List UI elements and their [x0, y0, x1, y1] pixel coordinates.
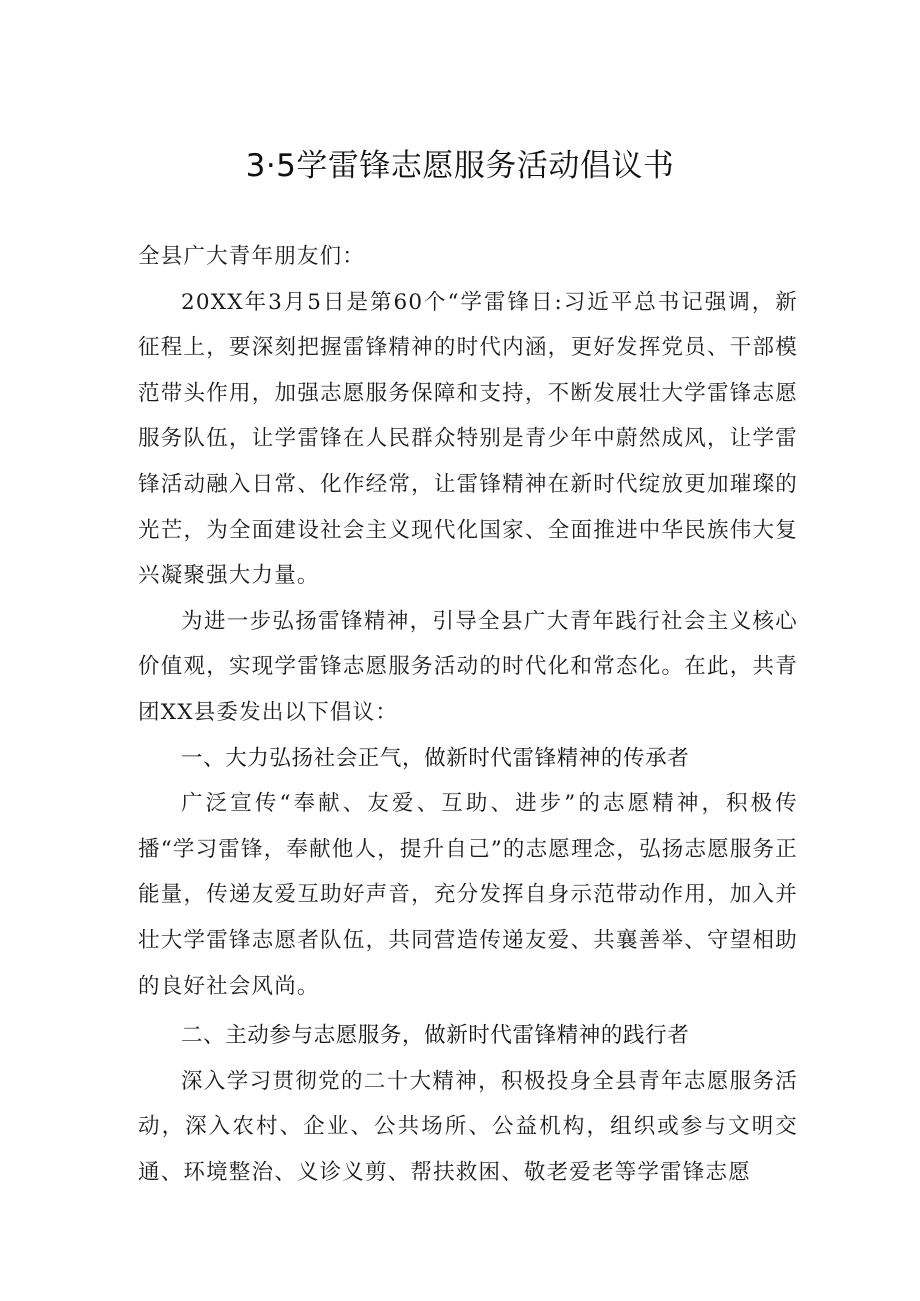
- salutation: 全县广大青年朋友们：: [138, 244, 366, 269]
- document-title: 3·5学雷锋志愿服务活动倡议书: [245, 148, 675, 184]
- section-text-1: 广泛宣传“奉献、友爱、互助、进步”的志愿精神，积极传播“学习雷锋，奉献他人，提升自己”的志愿理念，弘扬志愿服务正能量，传递友爱互助好声音，充分发挥自身示范带动作用，加入并壮大学雷锋志愿者队伍，共同营造传递友爱、共襄善举、守望相助的良好社会风尚。: [138, 791, 798, 999]
- section-text-2: 深入学习贯彻党的二十大精神，积极投身全县青年志愿服务活动，深入农村、企业、公共场所、公益机构，组织或参与文明交通、环境整治、义诊义剪、帮扶救困、敬老爱老等学雷锋志愿: [138, 1068, 798, 1185]
- purpose-paragraph: 为进一步弘扬雷锋精神，引导全县广大青年践行社会主义核心价值观，实现学雷锋志愿服务活动的时代化和常态化。在此，共青团XX县委发出以下倡议：: [138, 608, 798, 725]
- document-body: [138, 234, 798, 1195]
- intro-paragraph: 20XX年3月5日是第60个“学雷锋日:习近平总书记强调，新征程上，要深刻把握雷锋精神的时代内涵，更好发挥党员、干部模范带头作用，加强志愿服务保障和支持，不断发展壮大学雷锋志愿服务队伍，让学雷锋在人民群众特别是青少年中蔚然成风，让学雷锋活动融入日常、化作经常，让雷锋精神在新时代绽放更加璀璨的光芒，为全面建设社会主义现代化国家、全面推进中华民族伟大复兴凝聚强大力量。: [138, 289, 798, 589]
- section-heading-2: 二、主动参与志愿服务，做新时代雷锋精神的践行者: [181, 1023, 690, 1049]
- section-heading-1: 一、大力弘扬社会正气，做新时代雷锋精神的传承者: [181, 745, 690, 771]
